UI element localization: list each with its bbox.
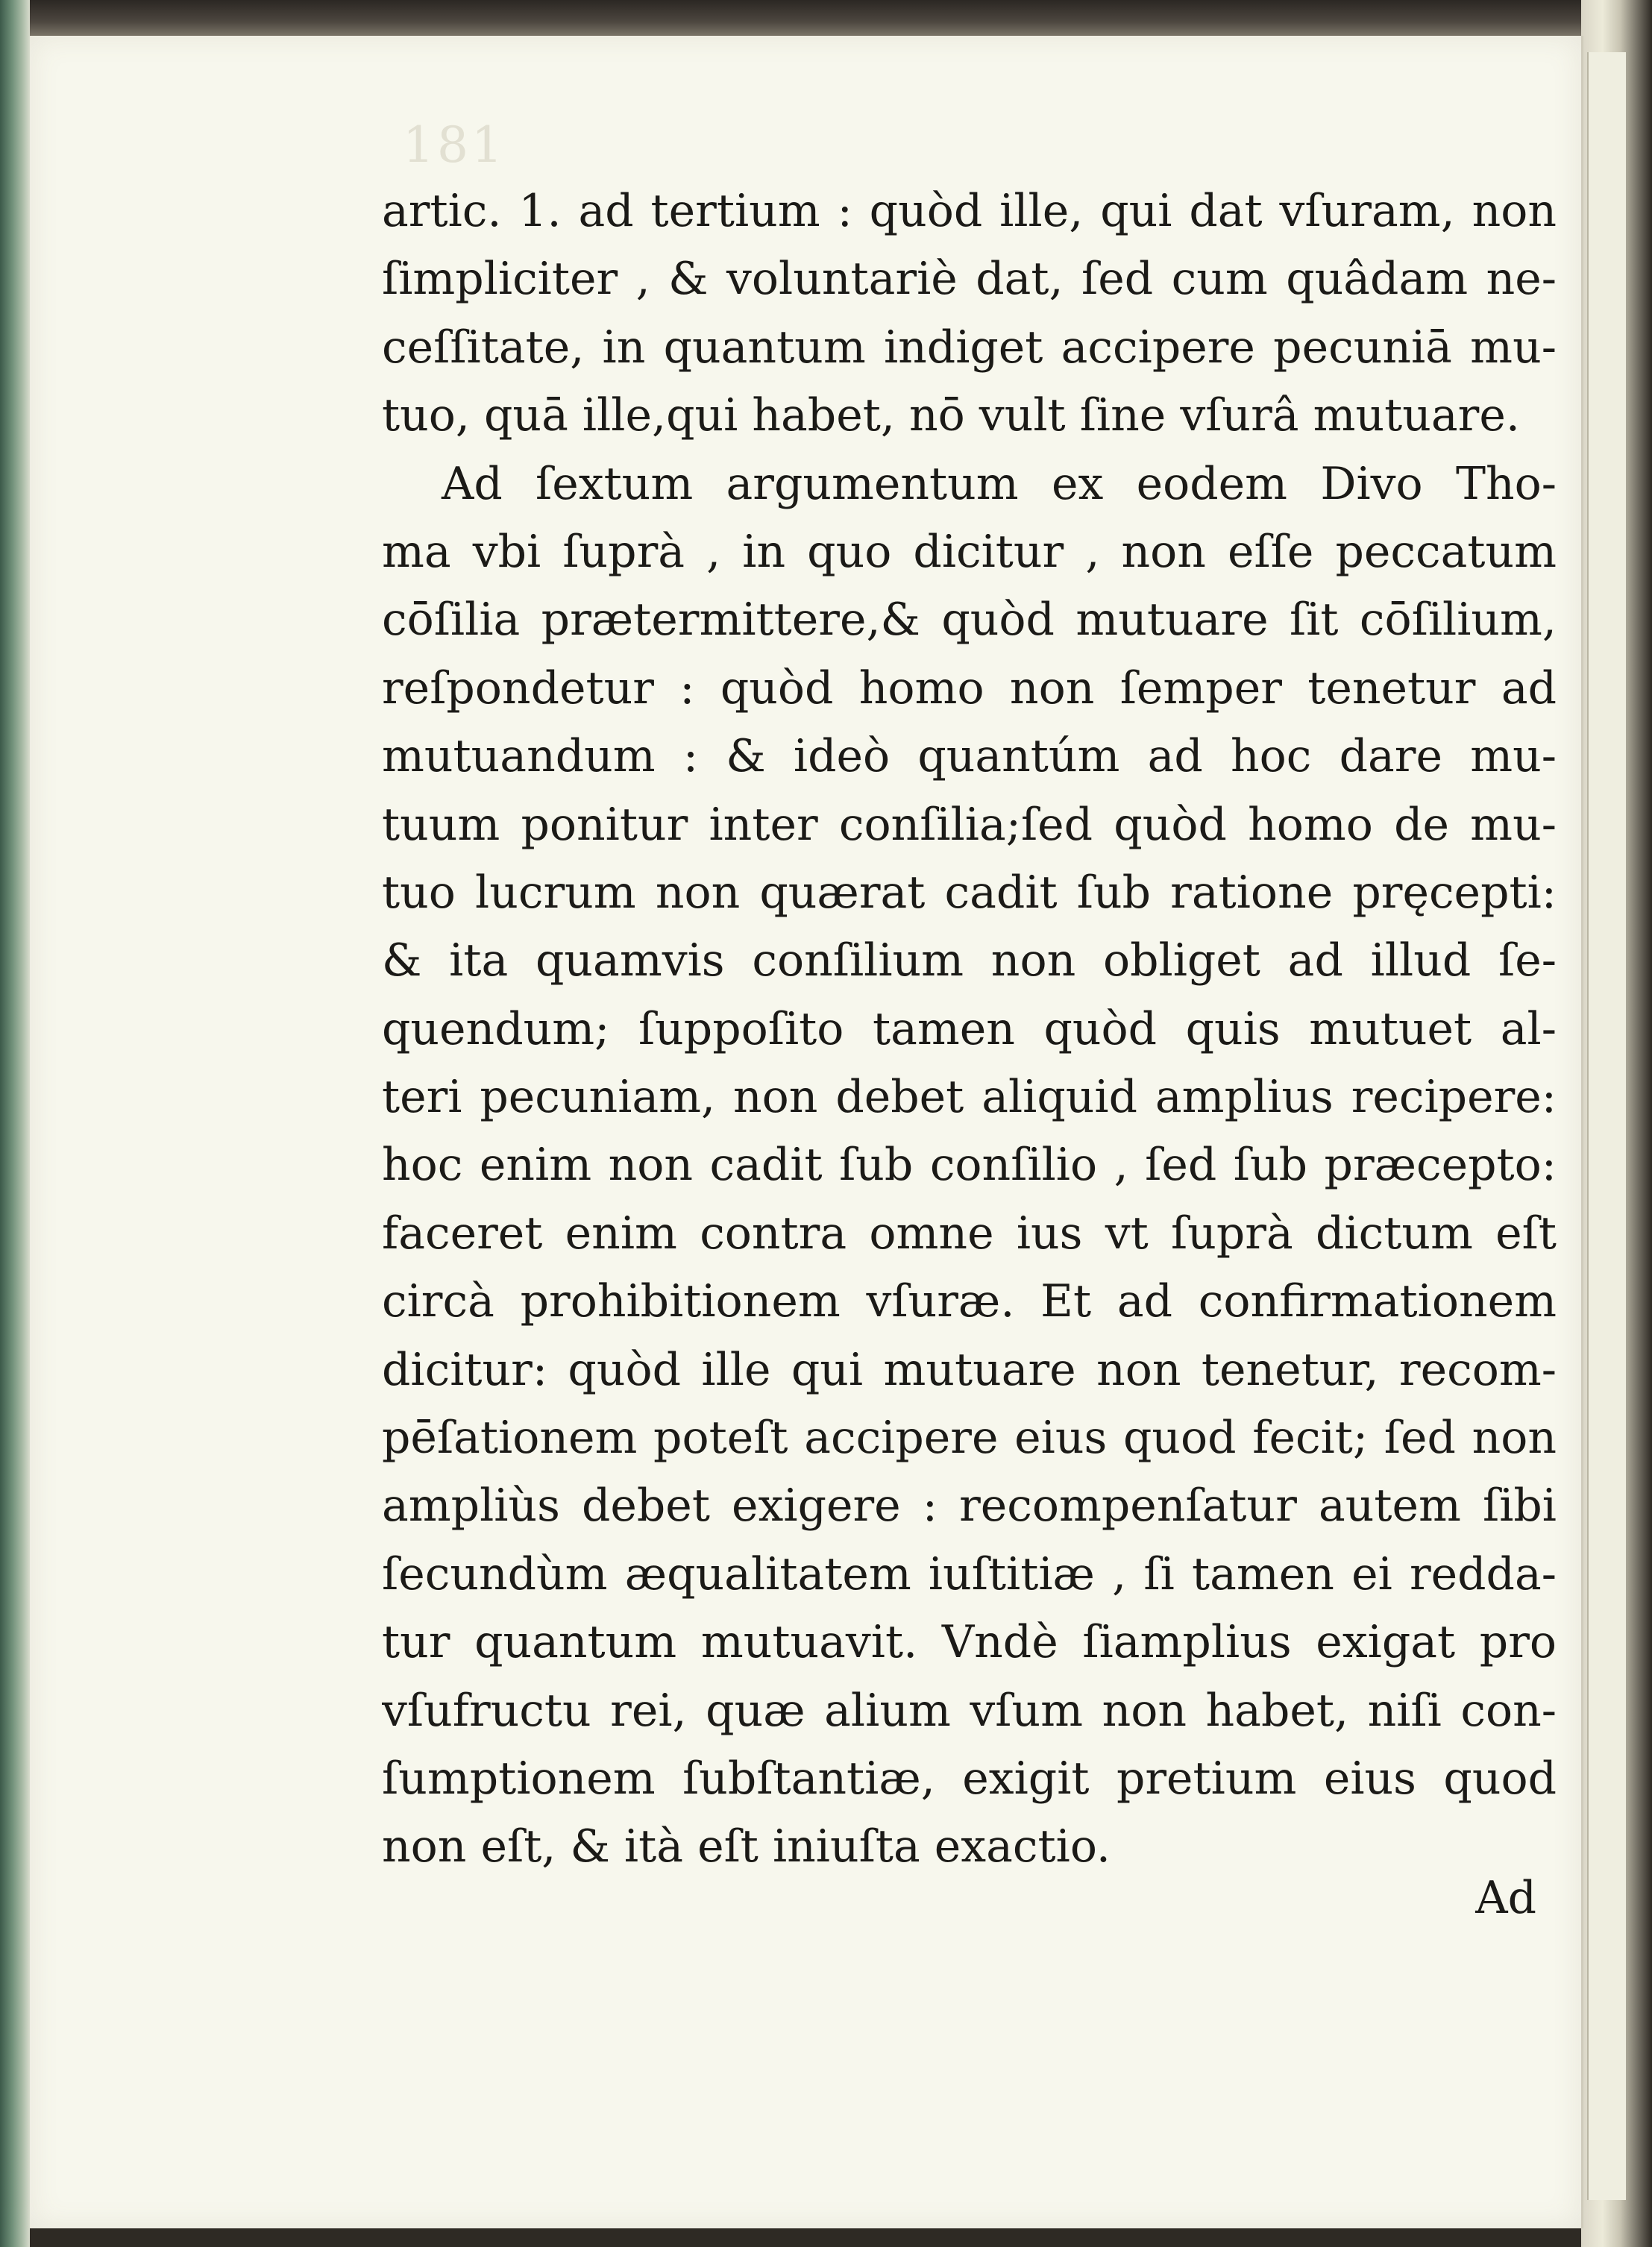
text-line: ma vbi ſuprà , in quo dicitur , non eſſe peccatum [382, 525, 1557, 578]
text-line: faceret enim contra omne ius vt ſuprà dictum eſt [382, 1207, 1557, 1260]
text-line: vſufructu rei, quæ alium vſum non habet, niſi con- [382, 1684, 1557, 1737]
text-line: reſpondetur : quòd homo non ſemper tenetur ad [382, 661, 1557, 714]
text-line: Ad ſextum argumentum ex eodem Divo Tho- [442, 457, 1557, 510]
text-line: tuo, quā ille,qui habet, nō vult ſine vſurâ mutuare. [382, 389, 1520, 442]
text-line: quendum; ſuppoſito tamen quòd quis mutuet al- [382, 1002, 1557, 1055]
text-line: ſumptionem ſubſtantiæ, exigit pretium eius quod [382, 1752, 1557, 1805]
text-line: ceſſitate, in quantum indiget accipere pecuniā mu- [382, 321, 1557, 374]
text-line: circà prohibitionem vſuræ. Et ad confirmationem [382, 1275, 1557, 1328]
text-line: tur quantum mutuavit. Vndè ſiamplius exigat pro [382, 1616, 1557, 1669]
text-line: hoc enim non cadit ſub conſilio , ſed ſub præcepto: [382, 1139, 1557, 1192]
text-line: non eſt, & ità eſt iniuſta exactio. [382, 1820, 1111, 1873]
text-line: artic. 1. ad tertium : quòd ille, qui dat vſuram, non [382, 185, 1557, 237]
text-line: mutuandum : & ideò quantúm ad hoc dare mu- [382, 730, 1557, 783]
text-line: ampliùs debet exigere : recompenſatur autem ſibi [382, 1480, 1557, 1533]
body-text [382, 177, 1557, 1882]
text-line: teri pecuniam, non debet aliquid amplius recipere: [382, 1071, 1557, 1124]
book-cover-edge [0, 0, 30, 2247]
catchword: Ad [1475, 1872, 1536, 1924]
book-top-edge [0, 0, 1652, 36]
text-line: tuo lucrum non quærat cadit ſub ratione pręcepti: [382, 866, 1557, 919]
text-line: ſimpliciter , & voluntariè dat, ſed cum quâdam ne- [382, 253, 1557, 306]
text-line: tuum ponitur inter conſilia;ſed quòd homo de mu- [382, 798, 1557, 851]
next-page-edge [1587, 52, 1626, 2200]
page-number: 181 [403, 116, 506, 174]
text-line: & ita quamvis conſilium non obliget ad illud ſe- [382, 934, 1557, 987]
text-line: cōſilia prætermittere,& quòd mutuare ſit cōſilium, [382, 594, 1557, 647]
text-line: pēſationem poteſt accipere eius quod fecit; ſed non [382, 1412, 1557, 1465]
text-line: dicitur: quòd ille qui mutuare non tenetur, recom- [382, 1343, 1557, 1396]
text-line: ſecundùm æqualitatem iuſtitiæ , ſi tamen ei redda- [382, 1547, 1557, 1600]
